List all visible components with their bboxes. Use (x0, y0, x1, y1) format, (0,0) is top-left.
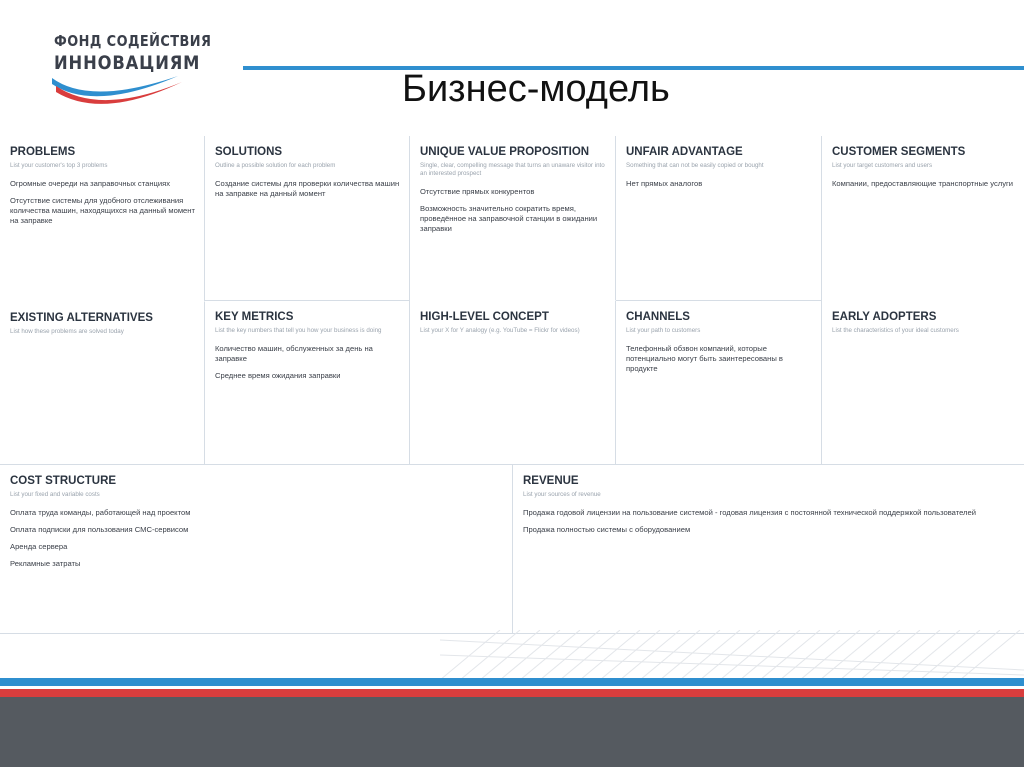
solutions-cell (205, 136, 410, 301)
decorative-lines-icon (440, 630, 1024, 680)
cost-structure-item: Оплата подписки для пользования СМС-сервисом (10, 525, 189, 534)
uvp-item: Отсутствие прямых конкурентов (420, 187, 535, 196)
problems-item: Отсутствие системы для удобного отслеживания количества машин, находящихся на данный момент на заправке (10, 196, 195, 225)
footer-stripe-blue (0, 678, 1024, 686)
key-metrics-item: Количество машин, обслуженных за день на заправке (215, 344, 373, 363)
customer-segments-cell (822, 136, 1024, 301)
channels-cell (616, 301, 822, 465)
early-adopters-cell (822, 301, 1024, 465)
revenue-title: REVENUE (523, 475, 579, 487)
high-level-concept-cell (410, 301, 616, 465)
revenue-item: Продажа годовой лицензии на пользование системой - годовая лицензия с постоянной технической поддержкой пользователей (523, 508, 976, 517)
uvp-hint: Single, clear, compelling message that turns an unaware visitor into an interested prospect (420, 162, 605, 177)
unfair-advantage-cell (616, 136, 822, 301)
footer-bar (0, 697, 1024, 767)
uvp-cell (410, 136, 616, 301)
existing-alternatives-hint: List how these problems are solved today (10, 328, 124, 335)
cost-structure-cell (0, 465, 513, 634)
cost-structure-item: Оплата труда команды, работающей над проектом (10, 508, 191, 517)
logo-text-line2: ИННОВАЦИЯМ (54, 52, 201, 74)
key-metrics-item: Среднее время ожидания заправки (215, 371, 341, 380)
early-adopters-hint: List the characteristics of your ideal customers (832, 327, 959, 334)
customer-segments-hint: List your target customers and users (832, 162, 933, 169)
lean-canvas (0, 136, 1024, 634)
channels-item: Телефонный обзвон компаний, которые потенциально могут быть заинтересованы в продукте (626, 344, 783, 373)
high-level-concept-title: HIGH-LEVEL CONCEPT (420, 311, 549, 323)
problems-hint: List your customer's top 3 problems (10, 162, 108, 169)
problems-item: Огромные очереди на заправочных станциях (10, 179, 171, 188)
page-title: Бизнес-модель (402, 68, 670, 110)
early-adopters-title: EARLY ADOPTERS (832, 311, 937, 323)
high-level-concept-hint: List your X for Y analogy (e.g. YouTube = Flickr for videos) (420, 327, 580, 334)
unfair-advantage-hint: Something that can not be easily copied or bought (626, 162, 764, 169)
unfair-advantage-item: Нет прямых аналогов (626, 179, 703, 188)
customer-segments-item: Компании, предоставляющие транспортные услуги (832, 179, 1013, 188)
cost-structure-item: Рекламные затраты (10, 559, 81, 568)
revenue-item: Продажа полностью системы с оборудованием (523, 525, 691, 534)
uvp-item: Возможность значительно сократить время, проведённое на заправочной станции в ожидании заправки (420, 204, 598, 233)
solutions-hint: Outline a possible solution for each problem (215, 162, 336, 169)
key-metrics-title: KEY METRICS (215, 311, 294, 323)
unfair-advantage-title: UNFAIR ADVANTAGE (626, 146, 743, 158)
channels-title: CHANNELS (626, 311, 690, 323)
existing-alternatives-title: EXISTING ALTERNATIVES (10, 312, 153, 324)
problems-title: PROBLEMS (10, 146, 76, 158)
cost-structure-title: COST STRUCTURE (10, 475, 117, 487)
revenue-cell (513, 465, 1024, 634)
footer-stripe-red (0, 689, 1024, 697)
channels-hint: List your path to customers (626, 327, 701, 334)
logo-text-line1: ФОНД СОДЕЙСТВИЯ (54, 32, 212, 50)
customer-segments-title: CUSTOMER SEGMENTS (832, 146, 966, 158)
solutions-title: SOLUTIONS (215, 146, 283, 158)
cost-structure-item: Аренда сервера (10, 542, 68, 551)
cost-structure-hint: List your fixed and variable costs (10, 491, 100, 498)
logo-swoosh-icon (50, 72, 190, 112)
uvp-title: UNIQUE VALUE PROPOSITION (420, 146, 590, 158)
revenue-hint: List your sources of revenue (523, 491, 601, 498)
key-metrics-hint: List the key numbers that tell you how your business is doing (215, 327, 382, 334)
solutions-item: Создание системы для проверки количества машин на заправке на данный момент (215, 179, 400, 198)
existing-alternatives-cell (0, 301, 205, 465)
key-metrics-cell (205, 301, 410, 465)
fund-logo (50, 28, 212, 112)
